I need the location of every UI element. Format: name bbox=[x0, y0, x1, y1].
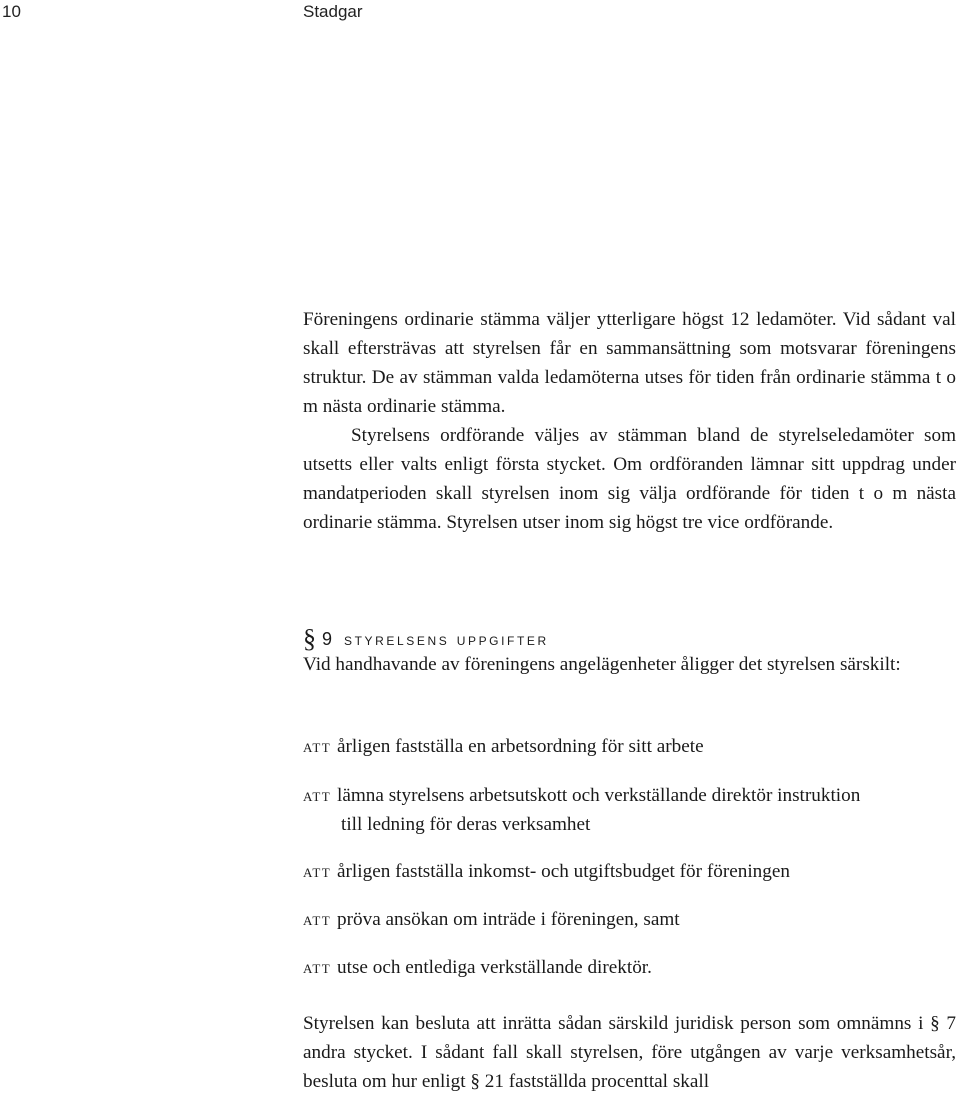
list-item-text: pröva ansökan om inträde i föreningen, samt bbox=[337, 909, 680, 930]
paragraph-closing bbox=[303, 1009, 956, 1096]
list-item-text: årligen fastställa en arbetsordning för sitt arbete bbox=[337, 736, 704, 757]
list-prefix: att bbox=[303, 909, 332, 930]
section-title: styrelsens uppgifter bbox=[344, 630, 549, 649]
section-intro bbox=[303, 650, 956, 679]
list-item bbox=[303, 857, 958, 886]
list-item-text: utse och entlediga verkställande direktör. bbox=[337, 957, 652, 978]
page-number: 10 bbox=[2, 2, 21, 21]
closing-text-a: Styrelsen kan besluta att inrätta sådan särskild juridisk person som omnämns i bbox=[303, 1013, 924, 1034]
list-item-continuation: till ledning för deras verksamhet bbox=[341, 814, 591, 835]
list-item bbox=[303, 781, 958, 839]
list-prefix: att bbox=[303, 861, 332, 882]
closing-text-b: 7 andra stycket. I sådant fall skall styrelsen, före utgången av varje verksamhetsår, besluta om hur enligt bbox=[303, 1013, 957, 1092]
list-item-text: lämna styrelsens arbetsutskott och verkställande direktör instruktion bbox=[337, 785, 861, 806]
board-composition-text bbox=[303, 305, 956, 537]
list-prefix: att bbox=[303, 736, 332, 757]
list-item-text: årligen fastställa inkomst- och utgiftsbudget för föreningen bbox=[337, 861, 790, 882]
section-heading bbox=[303, 622, 549, 652]
section-sign: § bbox=[470, 1071, 480, 1092]
paragraph-chairman: Styrelsens ordförande väljes av stämman bland de styrelseledamöter som utsetts eller valts enligt första stycket. Om ordföranden lämnar sitt uppdrag under mandatperioden skall styrelsen inom sig välja ordförande för tiden t o m nästa ordinarie stämma. Styrelsen utser inom sig högst tre vice ordförande. bbox=[303, 425, 956, 533]
list-item bbox=[303, 953, 958, 982]
closing-text-c: 21 fastställda procenttal skall bbox=[484, 1071, 710, 1092]
closing-paragraph bbox=[303, 1009, 956, 1096]
section-sign: § bbox=[303, 624, 316, 653]
section-sign: § bbox=[930, 1013, 940, 1034]
list-prefix: att bbox=[303, 957, 332, 978]
paragraph-board-members: Föreningens ordinarie stämma väljer ytterligare högst 12 ledamöter. Vid sådant val skall eftersträvas att styrelsen får en sammansättning som motsvarar föreningens struktur. De av stämman valda ledamöterna utses för tiden från ordinarie stämma t o m nästa ordinarie stämma. bbox=[303, 309, 956, 417]
list-item bbox=[303, 732, 958, 761]
section-number: 9 bbox=[322, 629, 333, 649]
running-title: Stadgar bbox=[303, 2, 363, 21]
list-prefix: att bbox=[303, 785, 332, 806]
paragraph-intro: Vid handhavande av föreningens angelägenheter åligger det styrelsen särskilt: bbox=[303, 654, 901, 675]
list-item bbox=[303, 905, 958, 934]
